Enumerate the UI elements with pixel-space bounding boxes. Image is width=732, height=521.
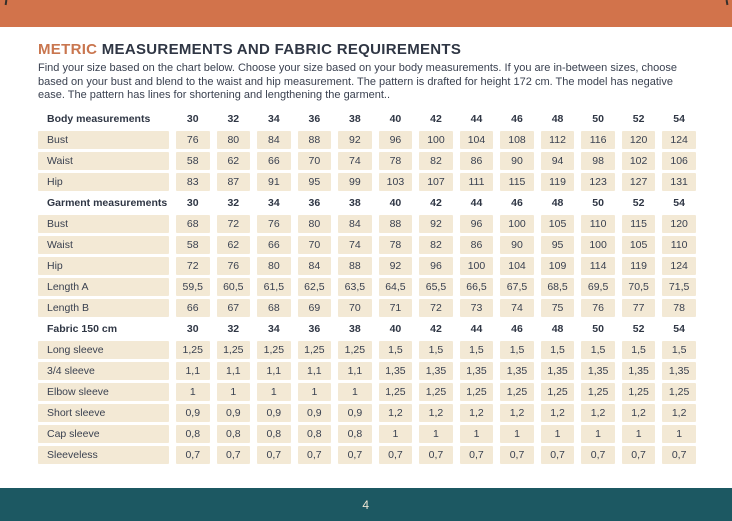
size-header-cell: 52 [632,197,645,210]
value-cell: 61,5 [257,278,291,296]
row-label: Elbow sleeve [38,383,169,401]
value-cell: 71,5 [662,278,696,296]
value-cell: 1,5 [622,341,656,359]
value-cell: 91 [257,173,291,191]
value-cell: 109 [541,257,575,275]
row-label: Sleeveless [38,446,169,464]
value-cell: 71 [379,299,413,317]
value-cell: 68 [176,215,210,233]
table-section-header-row [38,320,696,338]
value-cell: 78 [379,236,413,254]
table-row [38,152,696,170]
value-cell: 0,8 [217,425,251,443]
value-cell: 68 [257,299,291,317]
value-cell: 82 [419,152,453,170]
value-cell: 0,9 [298,404,332,422]
value-cell: 80 [298,215,332,233]
value-cell: 74 [338,152,372,170]
footer-bar [0,488,732,521]
value-cell: 1,35 [419,362,453,380]
value-cell: 1 [622,425,656,443]
value-cell: 106 [662,152,696,170]
table-section-header-row [38,194,696,212]
value-cell: 119 [622,257,656,275]
value-cell: 60,5 [217,278,251,296]
value-cell: 105 [541,215,575,233]
table-row [38,446,696,464]
value-cell: 1,35 [460,362,494,380]
value-cell: 95 [298,173,332,191]
size-header-cell: 46 [511,323,523,336]
value-cell: 98 [581,152,615,170]
size-header-cell: 36 [308,323,321,336]
value-cell: 59,5 [176,278,210,296]
value-cell: 1 [338,383,372,401]
value-cell: 1 [257,383,291,401]
value-cell: 1,35 [622,362,656,380]
value-cell: 84 [257,131,291,149]
table-row [38,257,696,275]
value-cell: 0,7 [581,446,615,464]
value-cell: 80 [257,257,291,275]
size-header-cell: 32 [227,197,240,210]
value-cell: 0,9 [338,404,372,422]
value-cell: 1,1 [176,362,210,380]
row-label: Length A [38,278,169,296]
row-label: Short sleeve [38,404,169,422]
value-cell: 120 [622,131,656,149]
value-cell: 70 [298,236,332,254]
value-cell: 66 [257,152,291,170]
value-cell: 72 [176,257,210,275]
value-cell: 88 [379,215,413,233]
row-label: Waist [38,152,169,170]
value-cell: 1 [176,383,210,401]
section-header-label: Fabric 150 cm [47,323,118,336]
value-cell: 1,5 [419,341,453,359]
value-cell: 0,9 [217,404,251,422]
value-cell: 0,7 [662,446,696,464]
value-cell: 1 [581,425,615,443]
value-cell: 1,25 [176,341,210,359]
value-cell: 1,1 [257,362,291,380]
table-row [38,425,696,443]
size-header-cell: 48 [551,323,564,336]
size-header-cell: 50 [592,197,604,210]
table-row [38,341,696,359]
value-cell: 65,5 [419,278,453,296]
value-cell: 108 [500,131,534,149]
row-label: Hip [38,257,169,275]
value-cell: 115 [622,215,656,233]
size-header-cell: 38 [349,323,361,336]
section-header-label: Body measurements [47,113,151,126]
value-cell: 1,25 [257,341,291,359]
row-label: Hip [38,173,169,191]
value-cell: 72 [419,299,453,317]
size-header-cell: 44 [470,113,483,126]
value-cell: 1,2 [500,404,534,422]
value-cell: 73 [460,299,494,317]
value-cell: 62 [217,152,251,170]
table-row [38,299,696,317]
table-row [38,362,696,380]
value-cell: 83 [176,173,210,191]
row-label: Bust [38,131,169,149]
value-cell: 1,25 [419,383,453,401]
value-cell: 58 [176,236,210,254]
value-cell: 63,5 [338,278,372,296]
value-cell: 88 [338,257,372,275]
value-cell: 100 [460,257,494,275]
value-cell: 84 [298,257,332,275]
value-cell: 1,35 [541,362,575,380]
value-cell: 69 [298,299,332,317]
value-cell: 1,35 [379,362,413,380]
value-cell: 0,7 [622,446,656,464]
value-cell: 104 [460,131,494,149]
value-cell: 0,7 [500,446,534,464]
value-cell: 1,25 [460,383,494,401]
value-cell: 92 [419,215,453,233]
value-cell: 1,25 [662,383,696,401]
table-row [38,404,696,422]
value-cell: 72 [217,215,251,233]
value-cell: 0,9 [257,404,291,422]
size-header-cell: 46 [511,197,523,210]
value-cell: 0,7 [541,446,575,464]
value-cell: 90 [500,152,534,170]
value-cell: 112 [541,131,575,149]
value-cell: 1,25 [541,383,575,401]
value-cell: 104 [500,257,534,275]
size-header-cell: 34 [267,323,280,336]
value-cell: 100 [500,215,534,233]
table-row [38,173,696,191]
size-header-cell: 32 [227,113,240,126]
value-cell: 76 [581,299,615,317]
value-cell: 1,5 [500,341,534,359]
row-label: Long sleeve [38,341,169,359]
page-title-accent: METRIC [38,41,98,58]
value-cell: 116 [581,131,615,149]
value-cell: 58 [176,152,210,170]
value-cell: 1,1 [217,362,251,380]
crop-mark-icon [5,0,8,5]
value-cell: 64,5 [379,278,413,296]
value-cell: 0,8 [298,425,332,443]
value-cell: 70 [298,152,332,170]
value-cell: 1,5 [460,341,494,359]
value-cell: 96 [379,131,413,149]
value-cell: 110 [662,236,696,254]
table-row [38,278,696,296]
value-cell: 1,1 [298,362,332,380]
value-cell: 66 [257,236,291,254]
value-cell: 70,5 [622,278,656,296]
size-header-cell: 42 [430,197,442,210]
size-table [38,110,696,464]
row-label: Waist [38,236,169,254]
value-cell: 114 [581,257,615,275]
value-cell: 1 [217,383,251,401]
size-header-cell: 34 [267,197,280,210]
value-cell: 1 [298,383,332,401]
row-label: Bust [38,215,169,233]
size-header-cell: 32 [227,323,240,336]
value-cell: 1,5 [662,341,696,359]
value-cell: 92 [338,131,372,149]
value-cell: 1,35 [581,362,615,380]
size-header-cell: 50 [592,113,604,126]
value-cell: 1,2 [379,404,413,422]
value-cell: 1,25 [298,341,332,359]
value-cell: 0,7 [379,446,413,464]
page-title-rest: MEASUREMENTS AND FABRIC REQUIREMENTS [97,41,462,58]
value-cell: 90 [500,236,534,254]
size-header-cell: 42 [430,323,442,336]
value-cell: 1,35 [662,362,696,380]
row-label: Length B [38,299,169,317]
value-cell: 1,25 [622,383,656,401]
page-number: 4 [362,497,370,512]
size-header-cell: 54 [673,197,685,210]
size-header-cell: 44 [470,197,483,210]
value-cell: 0,8 [176,425,210,443]
value-cell: 110 [581,215,615,233]
value-cell: 92 [379,257,413,275]
value-cell: 120 [662,215,696,233]
size-header-cell: 36 [308,113,321,126]
value-cell: 88 [298,131,332,149]
value-cell: 67 [217,299,251,317]
value-cell: 96 [460,215,494,233]
value-cell: 0,7 [217,446,251,464]
value-cell: 119 [541,173,575,191]
value-cell: 67,5 [500,278,534,296]
value-cell: 0,7 [338,446,372,464]
value-cell: 82 [419,236,453,254]
value-cell: 76 [257,215,291,233]
size-header-cell: 54 [673,323,685,336]
value-cell: 66,5 [460,278,494,296]
page-title [38,41,697,58]
value-cell: 1,2 [662,404,696,422]
value-cell: 100 [419,131,453,149]
value-cell: 124 [662,257,696,275]
value-cell: 62,5 [298,278,332,296]
row-label: 3/4 sleeve [38,362,169,380]
value-cell: 127 [622,173,656,191]
value-cell: 69,5 [581,278,615,296]
page-content [0,27,732,464]
value-cell: 80 [217,131,251,149]
value-cell: 1,5 [379,341,413,359]
value-cell: 100 [581,236,615,254]
value-cell: 1,2 [541,404,575,422]
table-row [38,131,696,149]
size-header-cell: 40 [389,323,402,336]
value-cell: 95 [541,236,575,254]
value-cell: 1,2 [460,404,494,422]
value-cell: 62 [217,236,251,254]
value-cell: 1,25 [581,383,615,401]
size-header-cell: 42 [430,113,442,126]
value-cell: 1,1 [338,362,372,380]
size-header-cell: 38 [349,197,361,210]
value-cell: 1,5 [581,341,615,359]
value-cell: 0,7 [176,446,210,464]
value-cell: 1 [541,425,575,443]
value-cell: 105 [622,236,656,254]
value-cell: 77 [622,299,656,317]
top-bar [0,0,732,27]
value-cell: 1,2 [581,404,615,422]
size-header-cell: 46 [511,113,523,126]
value-cell: 1 [419,425,453,443]
value-cell: 0,7 [298,446,332,464]
value-cell: 75 [541,299,575,317]
value-cell: 124 [662,131,696,149]
value-cell: 111 [460,173,494,191]
value-cell: 74 [338,236,372,254]
value-cell: 1 [500,425,534,443]
value-cell: 1 [460,425,494,443]
value-cell: 0,8 [338,425,372,443]
table-row [38,215,696,233]
size-header-cell: 34 [267,113,280,126]
value-cell: 1,25 [338,341,372,359]
value-cell: 1 [662,425,696,443]
size-header-cell: 30 [186,197,199,210]
size-header-cell: 36 [308,197,321,210]
size-header-cell: 38 [349,113,361,126]
value-cell: 0,7 [460,446,494,464]
size-header-cell: 52 [632,323,645,336]
table-row [38,383,696,401]
size-header-cell: 40 [389,197,402,210]
value-cell: 115 [500,173,534,191]
size-header-cell: 54 [673,113,685,126]
value-cell: 68,5 [541,278,575,296]
value-cell: 99 [338,173,372,191]
value-cell: 107 [419,173,453,191]
value-cell: 103 [379,173,413,191]
value-cell: 1,25 [500,383,534,401]
size-header-cell: 48 [551,197,564,210]
value-cell: 0,8 [257,425,291,443]
value-cell: 1,2 [622,404,656,422]
size-header-cell: 48 [551,113,564,126]
value-cell: 87 [217,173,251,191]
table-row [38,236,696,254]
value-cell: 0,7 [257,446,291,464]
crop-mark-icon [726,0,729,5]
intro-paragraph: Find your size based on the chart below. Choose your size based on your body measurements. If you are in-between sizes, choose based on your bust and blend to the waist and hip measurement. The pattern is drafted for height 172 cm. The model has negative ease. The pattern has lines for shortening and lengthening the garment.. [38,62,677,102]
value-cell: 123 [581,173,615,191]
value-cell: 0,9 [176,404,210,422]
size-header-cell: 30 [186,323,199,336]
value-cell: 96 [419,257,453,275]
size-header-cell: 30 [186,113,199,126]
value-cell: 84 [338,215,372,233]
value-cell: 94 [541,152,575,170]
value-cell: 70 [338,299,372,317]
row-label: Cap sleeve [38,425,169,443]
size-header-cell: 44 [470,323,483,336]
value-cell: 76 [176,131,210,149]
size-header-cell: 50 [592,323,604,336]
value-cell: 0,7 [419,446,453,464]
value-cell: 102 [622,152,656,170]
size-header-cell: 52 [632,113,645,126]
value-cell: 86 [460,152,494,170]
value-cell: 78 [379,152,413,170]
value-cell: 1,25 [379,383,413,401]
value-cell: 131 [662,173,696,191]
value-cell: 1,35 [500,362,534,380]
value-cell: 78 [662,299,696,317]
value-cell: 1,25 [217,341,251,359]
value-cell: 1,5 [541,341,575,359]
section-header-label: Garment measurements [47,197,168,210]
value-cell: 74 [500,299,534,317]
table-section-header-row [38,110,696,128]
value-cell: 86 [460,236,494,254]
value-cell: 66 [176,299,210,317]
value-cell: 1,2 [419,404,453,422]
value-cell: 76 [217,257,251,275]
value-cell: 1 [379,425,413,443]
size-header-cell: 40 [389,113,402,126]
